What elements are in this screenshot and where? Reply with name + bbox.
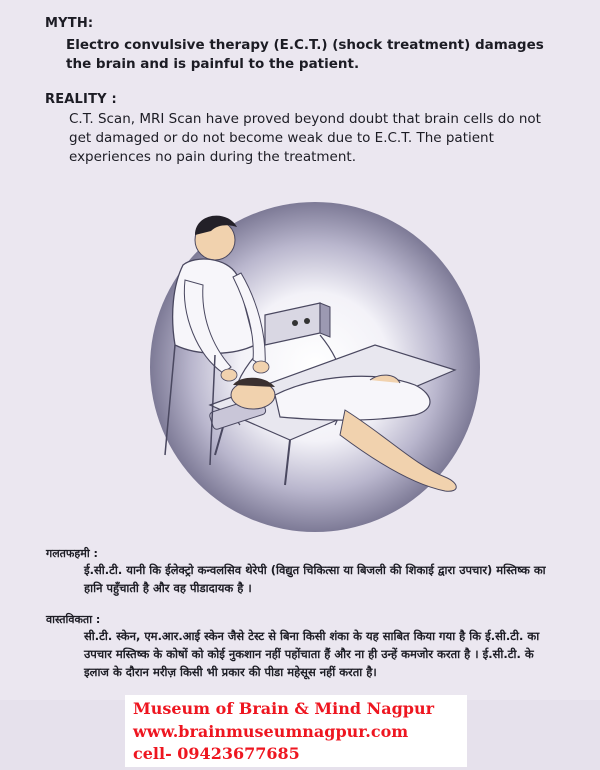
phone-number: cell- 09423677685 <box>133 744 300 763</box>
reality-label: REALITY : <box>45 92 117 107</box>
myth-text: Electro convulsive therapy (E.C.T.) (shock treatment) damages the brain and is painful to the patient. <box>66 37 544 72</box>
hindi-reality-label: वास्तविकता : <box>46 613 101 626</box>
hindi-reality-text: सी.टी. स्केन, एम.आर.आई स्केन जैसे टेस्ट से बिना किसी शंका के यह साबित किया गया है कि ई.सी.टी. का उपचार मस्तिष्क के कोषों को कोई नुकशान नहीं पहोंचाता हैं और ना ही उन्हें कमजोर करता है । ई.सी.टी. के इलाज के दौरान मरीज़ किसी भी प्रकार की पीडा महेसूस नहीं करता है। <box>84 629 540 679</box>
website-link[interactable]: www.brainmuseumnagpur.com <box>133 722 409 741</box>
footer-contact <box>125 695 467 767</box>
ect-illustration <box>115 195 490 535</box>
reality-text: C.T. Scan, MRI Scan have proved beyond doubt that brain cells do not get damaged or do not become weak due to E.C.T. The patient experiences no pain during the treatment. <box>69 111 541 165</box>
myth-label: MYTH: <box>45 16 94 31</box>
museum-name: Museum of Brain & Mind Nagpur <box>133 699 435 718</box>
hindi-myth-label: गलतफहमी : <box>46 547 98 560</box>
hindi-myth-text: ई.सी.टी. यानी कि ईलेक्ट्रो कन्वलसिव थेरेपी (विद्युत चिकित्सा या बिजली की शिकाई द्वारा उपचार) मस्तिष्क का हानि पहुँचाती है और वह पीडादायक है । <box>84 563 546 595</box>
